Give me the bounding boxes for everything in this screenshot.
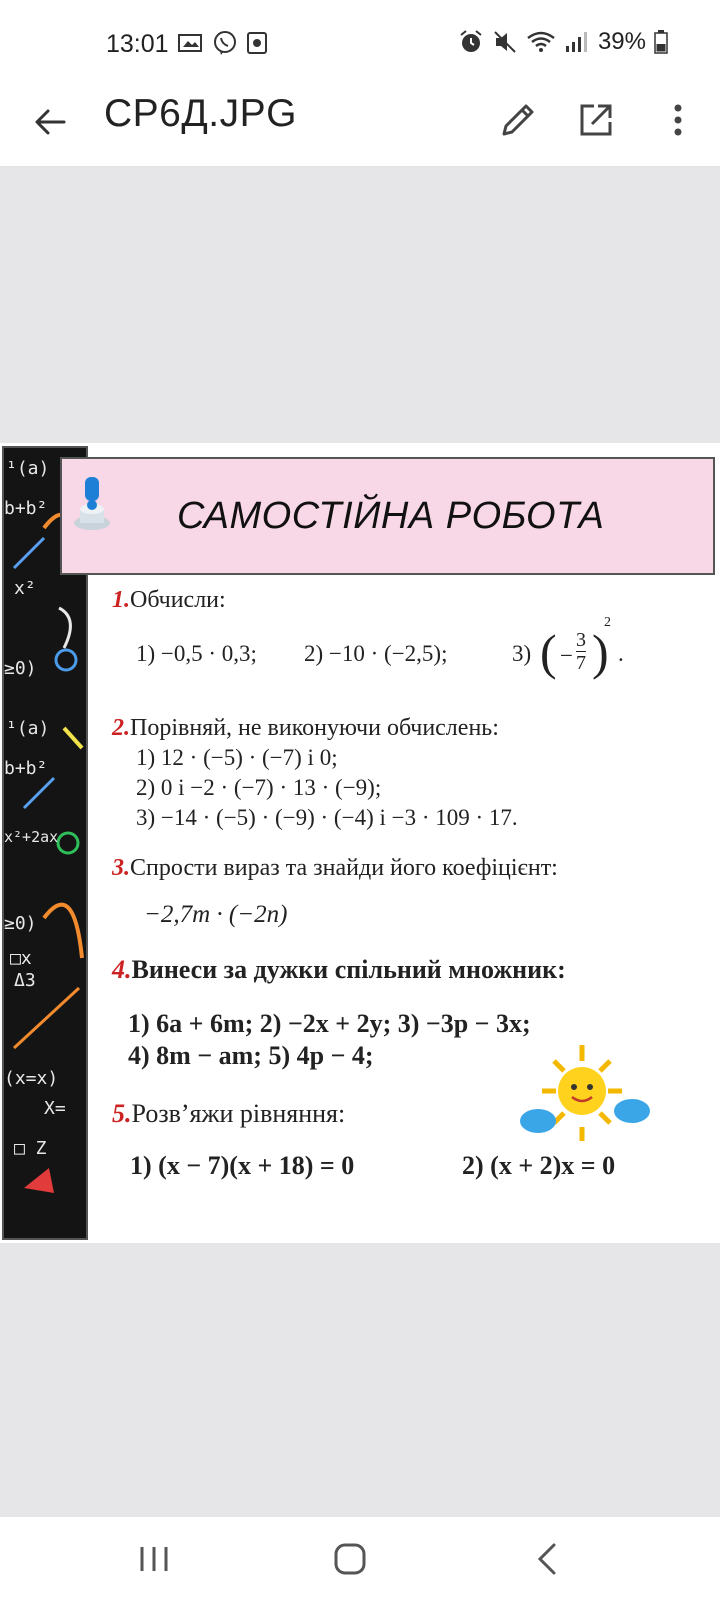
recent-apps-icon[interactable] — [134, 1539, 174, 1579]
task-5-equation-1: 1) (x − 7)(x + 18) = 0 — [130, 1151, 355, 1180]
wifi-icon — [526, 30, 556, 54]
task-2-item-3: 3) −14 · (−5) · (−9) · (−4) і −3 · 109 · 17. — [136, 805, 518, 830]
task-number: 4. — [112, 955, 132, 984]
back-nav-icon[interactable] — [528, 1539, 568, 1579]
task-1-exponent: 2 — [604, 615, 611, 630]
task-3-expression: −2,7m · (−2n) — [144, 901, 288, 928]
task-text: Винеси за дужки спільний множник: — [131, 955, 566, 984]
status-icons-right — [458, 28, 668, 56]
task-1-header — [112, 587, 226, 614]
task-1-paren-left: ( — [540, 624, 557, 680]
worksheet-title-box — [60, 457, 715, 575]
fraction-numerator: 3 — [576, 629, 586, 651]
task-2-item-2: 2) 0 і −2 · (−7) · 13 · (−9); — [136, 775, 382, 800]
mute-icon — [492, 29, 518, 55]
task-number: 2. — [112, 715, 130, 741]
task-text: Спрости вираз та знайди його коефіцієнт: — [130, 855, 558, 881]
chalk-text: (x=x) — [4, 1068, 59, 1089]
open-external-icon[interactable] — [572, 96, 620, 144]
status-bar — [0, 0, 720, 88]
chalk-text: ≥0) — [4, 913, 37, 934]
task-4-header — [112, 955, 566, 985]
task-text: Обчисли: — [130, 587, 226, 613]
system-navigation-bar — [0, 1517, 720, 1600]
screenshot-icon — [246, 31, 268, 55]
task-2-item-1: 1) 12 · (−5) · (−7) і 0; — [136, 745, 338, 770]
chalk-text: □ Z — [14, 1138, 47, 1159]
status-icons-left — [178, 30, 268, 56]
viber-icon — [212, 30, 238, 56]
status-time: 13:01 — [106, 30, 169, 58]
task-2-header — [112, 715, 499, 742]
task-5-equation-2: 2) (x + 2)x = 0 — [462, 1151, 616, 1180]
task-1-item-3: 3) — [512, 641, 532, 666]
task-text: Розв’яжи рівняння: — [131, 1099, 346, 1128]
task-1-paren-right: ) — [592, 624, 609, 680]
chalk-text: □x — [10, 948, 32, 969]
task-1-item-2: 2) −10 · (−2,5); — [304, 641, 448, 666]
edit-pencil-icon[interactable] — [494, 96, 542, 144]
chalk-text: x² — [14, 578, 36, 599]
alarm-icon — [458, 29, 484, 55]
chalk-text: ≥0) — [4, 658, 37, 679]
home-icon[interactable] — [330, 1539, 370, 1579]
battery-percent: 39% — [597, 28, 646, 55]
gallery-notification-icon — [178, 32, 204, 54]
task-4-line-1: 1) 6a + 6m; 2) −2x + 2y; 3) −3p − 3x; — [128, 1009, 531, 1038]
task-4-line-2: 4) 8m − am; 5) 4p − 4; — [128, 1041, 374, 1070]
more-options-icon[interactable] — [664, 96, 692, 144]
task-number: 5. — [112, 1099, 132, 1128]
chalk-text: ¹(a) — [6, 458, 50, 479]
chalk-text: b+b² — [4, 498, 48, 519]
task-1-period: . — [618, 641, 624, 666]
back-arrow-icon[interactable] — [30, 102, 70, 142]
chalk-text: X= — [44, 1098, 66, 1119]
sun-with-clouds-image — [520, 1043, 650, 1143]
app-bar — [0, 88, 720, 167]
task-3-header — [112, 855, 558, 882]
task-number: 1. — [112, 587, 130, 613]
worksheet-heading: САМОСТІЙНА РОБОТА — [177, 495, 605, 537]
task-5-header — [112, 1099, 345, 1129]
image-viewer[interactable] — [0, 167, 720, 1517]
signal-icon — [564, 30, 590, 54]
file-title: СР6Д.JPG — [104, 92, 297, 135]
task-1-item-1: 1) −0,5 · 0,3; — [136, 641, 257, 666]
battery-icon — [654, 30, 668, 54]
chalk-text: b+b² — [4, 758, 48, 779]
exclamation-pin-icon — [70, 473, 114, 533]
task-1-fraction — [576, 629, 586, 674]
fraction-denominator: 7 — [576, 652, 586, 674]
task-number: 3. — [112, 855, 130, 881]
task-1-sign: − — [560, 643, 573, 668]
chalk-text: ¹(a) — [6, 718, 50, 739]
task-text: Порівняй, не виконуючи обчислень: — [130, 715, 499, 741]
worksheet-image — [0, 443, 720, 1243]
chalk-text: x²+2ax — [4, 828, 59, 846]
chalk-text: Δ3 — [14, 970, 36, 991]
